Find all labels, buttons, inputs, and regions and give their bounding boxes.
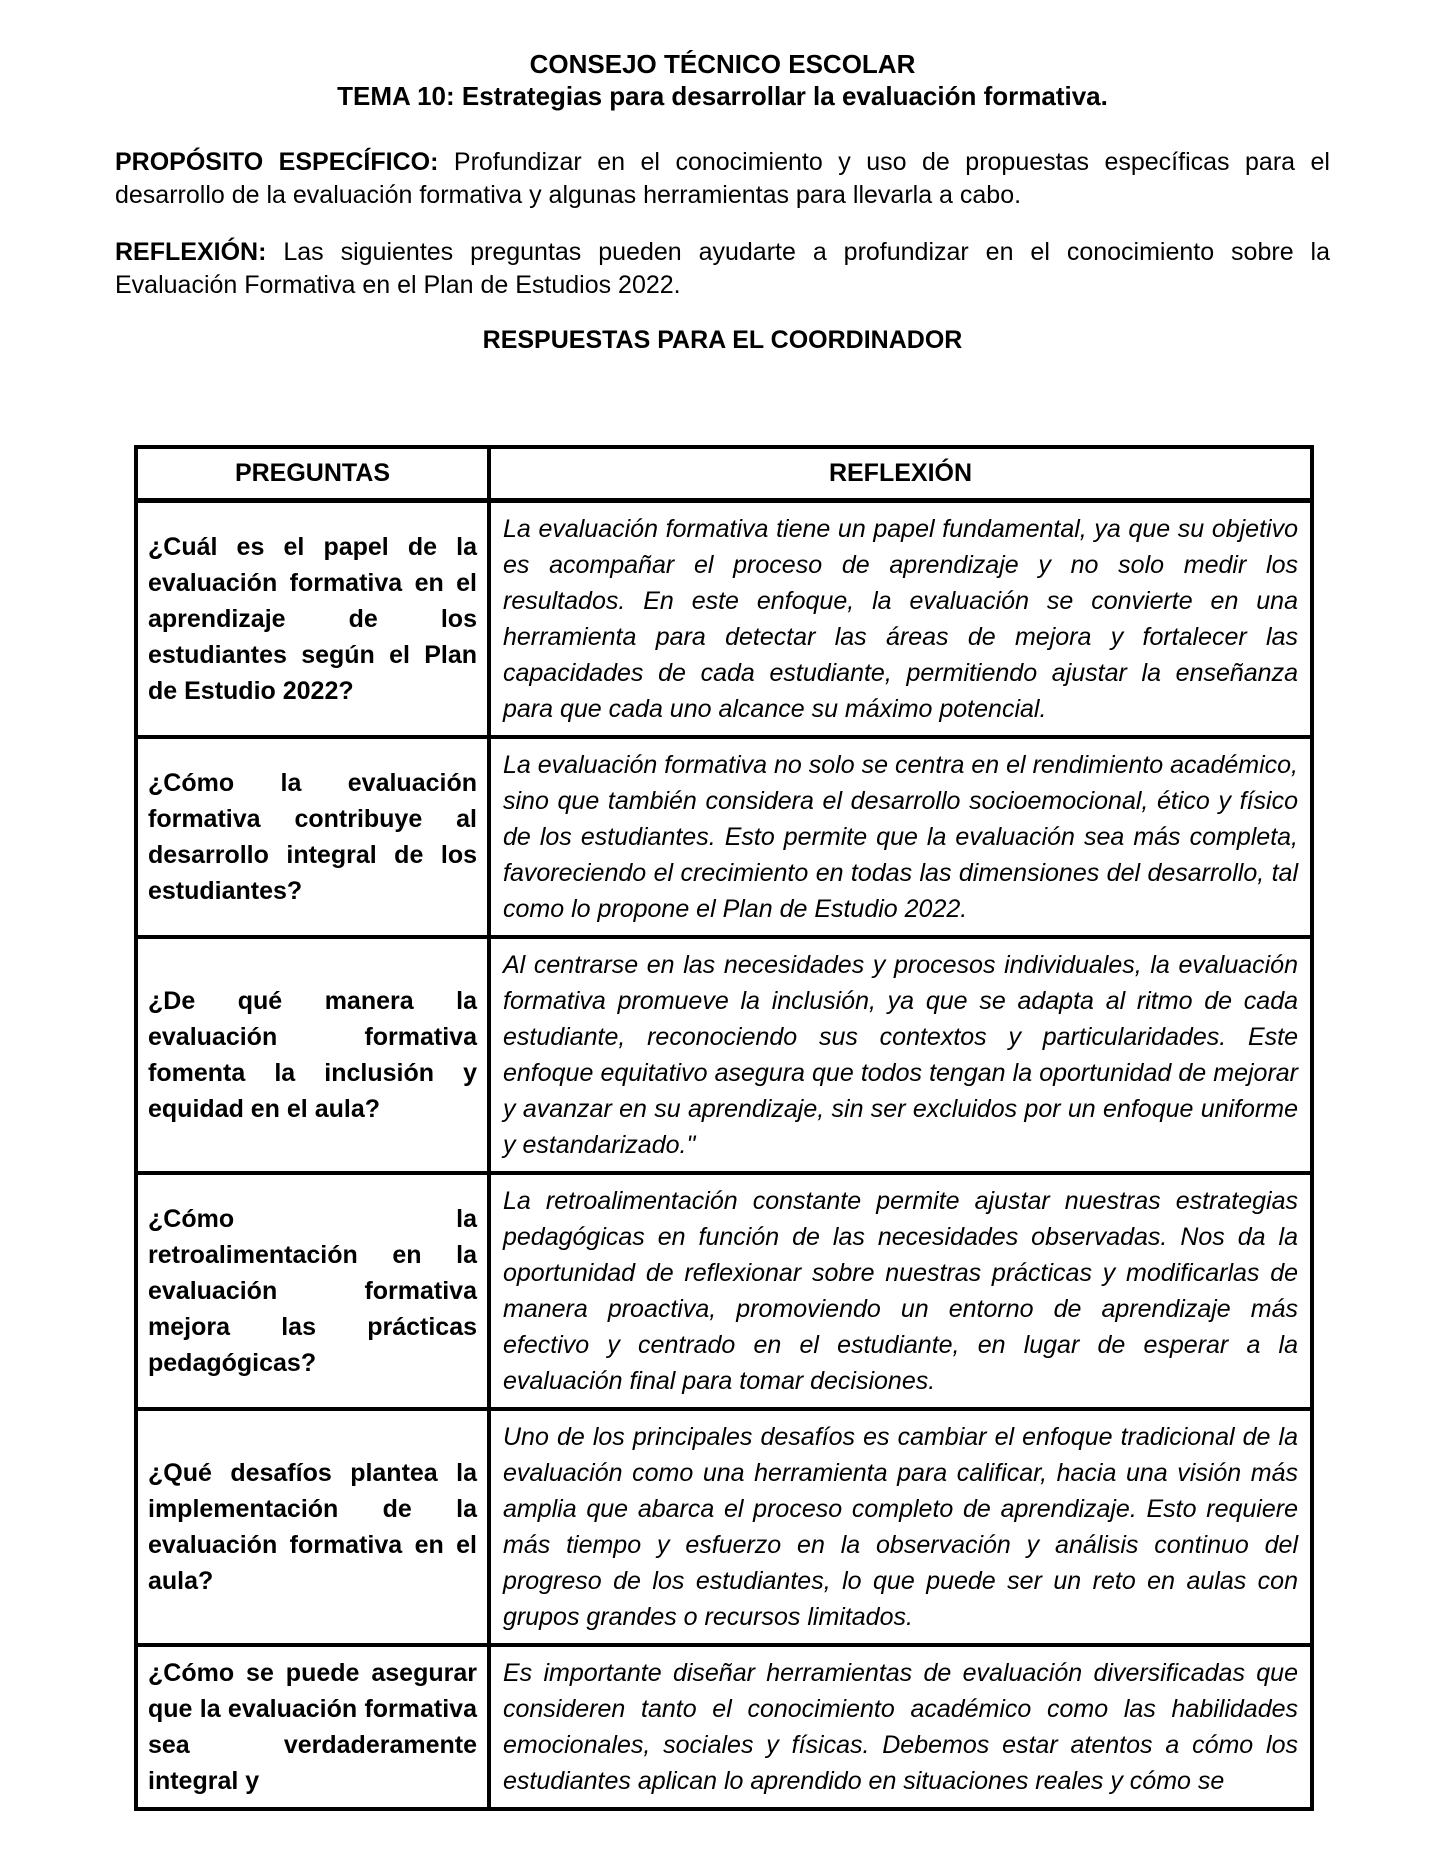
- table-row: [136, 1409, 1312, 1645]
- document-subtitle: TEMA 10: Estrategias para desarrollar la evaluación formativa.: [337, 81, 1108, 111]
- question-cell: ¿Cuál es el papel de la evaluación formativa en el aprendizaje de los estudiantes según el Plan de Estudio 2022?: [136, 500, 489, 737]
- table-row: [136, 1645, 1312, 1809]
- proposito-paragraph: [115, 146, 1330, 212]
- question-cell: ¿Cómo la retroalimentación en la evaluación formativa mejora las prácticas pedagógicas?: [136, 1173, 489, 1409]
- table-row: [136, 1173, 1312, 1409]
- table-row: [136, 500, 1312, 737]
- reflection-cell: Es importante diseñar herramientas de evaluación diversificadas que consideren tanto el conocimiento académico como las habilidades emocionales, sociales y físicas. Debemos estar atentos a cómo los estudiantes aplican lo aprendido en situaciones reales y cómo se: [489, 1645, 1312, 1809]
- reflexion-text: Las siguientes preguntas pueden ayudarte a profundizar en el conocimiento sobre la Evaluación Formativa en el Plan de Estudios 2022.: [115, 238, 1330, 299]
- column-header-preguntas: PREGUNTAS: [136, 447, 489, 500]
- reflexion-paragraph: [115, 236, 1330, 302]
- section-heading: RESPUESTAS PARA EL COORDINADOR: [482, 326, 963, 354]
- preguntas-reflexion-table: [134, 445, 1314, 1811]
- proposito-label: PROPÓSITO ESPECÍFICO:: [115, 148, 439, 176]
- column-header-reflexion: REFLEXIÓN: [489, 447, 1312, 500]
- reflection-cell: Uno de los principales desafíos es cambiar el enfoque tradicional de la evaluación como una herramienta para calificar, hacia una visión más amplia que abarca el proceso completo de aprendizaje. Esto requiere más tiempo y esfuerzo en la observación y análisis continuo del progreso de los estudiantes, lo que puede ser un reto en aulas con grupos grandes o recursos limitados.: [489, 1409, 1312, 1645]
- document-title: CONSEJO TÉCNICO ESCOLAR: [529, 49, 916, 79]
- question-cell: ¿Qué desafíos plantea la implementación de la evaluación formativa en el aula?: [136, 1409, 489, 1645]
- question-cell: ¿De qué manera la evaluación formativa fomenta la inclusión y equidad en el aula?: [136, 937, 489, 1173]
- reflection-cell: Al centrarse en las necesidades y procesos individuales, la evaluación formativa promueve la inclusión, ya que se adapta al ritmo de cada estudiante, reconociendo sus contextos y particularidades. Este enfoque equitativo asegura que todos tengan la oportunidad de mejorar y avanzar en su aprendizaje, sin ser excluidos por un enfoque uniforme y estandarizado.": [489, 937, 1312, 1173]
- proposito-text: Profundizar en el conocimiento y uso de propuestas específicas para el desarrollo de la evaluación formativa y algunas herramientas para llevarla a cabo.: [115, 148, 1330, 209]
- reflection-cell: La evaluación formativa no solo se centra en el rendimiento académico, sino que también considera el desarrollo socioemocional, ético y físico de los estudiantes. Esto permite que la evaluación sea más completa, favoreciendo el crecimiento en todas las dimensiones del desarrollo, tal como lo propone el Plan de Estudio 2022.: [489, 737, 1312, 937]
- reflection-cell: La retroalimentación constante permite ajustar nuestras estrategias pedagógicas en función de las necesidades observadas. Nos da la oportunidad de reflexionar sobre nuestras prácticas y modificarlas de manera proactiva, promoviendo un entorno de aprendizaje más efectivo y centrado en el estudiante, en lugar de esperar a la evaluación final para tomar decisiones.: [489, 1173, 1312, 1409]
- question-cell: ¿Cómo se puede asegurar que la evaluación formativa sea verdaderamente integral y: [136, 1645, 489, 1809]
- table-header-row: [136, 447, 1312, 500]
- question-cell: ¿Cómo la evaluación formativa contribuye al desarrollo integral de los estudiantes?: [136, 737, 489, 937]
- reflexion-label: REFLEXIÓN:: [115, 238, 267, 266]
- table-row: [136, 737, 1312, 937]
- reflection-cell: La evaluación formativa tiene un papel fundamental, ya que su objetivo es acompañar el proceso de aprendizaje y no solo medir los resultados. En este enfoque, la evaluación se convierte en una herramienta para detectar las áreas de mejora y fortalecer las capacidades de cada estudiante, permitiendo ajustar la enseñanza para que cada uno alcance su máximo potencial.: [489, 500, 1312, 737]
- table-row: [136, 937, 1312, 1173]
